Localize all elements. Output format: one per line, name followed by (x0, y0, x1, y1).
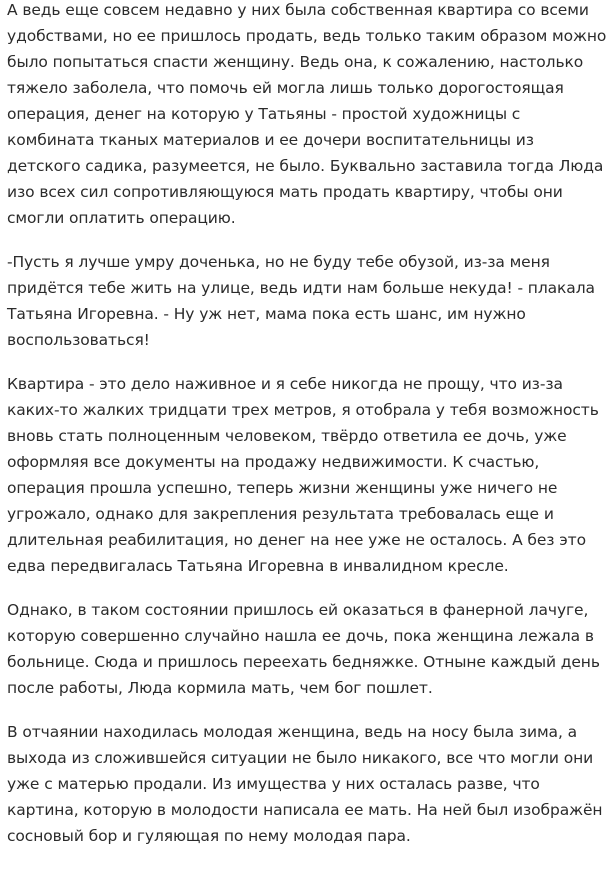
paragraph: Однако, в таком состоянии пришлось ей оказаться в фанерной лачуге, которую совершенно случайно нашла ее дочь, пока женщина лежала в больнице. Сюда и пришлось переехать бедняжке. Отныне каждый день после работы, Люда кормила мать, чем бог пошлет. (7, 601, 600, 697)
paragraph: -Пусть я лучше умру доченька, но не буду тебе обузой, из-за меня придётся тебе жить на улице, ведь идти нам больше некуда! - плакала Татьяна Игоревна. - Ну уж нет, мама пока есть шанс, им нужно воспользоваться! (7, 253, 595, 349)
paragraph: В отчаянии находилась молодая женщина, ведь на носу была зима, а выхода из сложившейся ситуации не было никакого, все что могли они уже с матерью продали. Из имущества у них осталась разве, что картина, которую в молодости написала ее мать. На ней был изображён сосновый бор и гуляющая по нему молодая пара. (7, 723, 603, 845)
paragraph: Квартира - это дело наживное и я себе никогда не прощу, что из-за каких-то жалких тридцати трех метров, я отобрала у тебя возможность вновь стать полноценным человеком, твёрдо ответила ее дочь, уже оформляя все документы на продажу недвижимости. К счастью, операция прошла успешно, теперь жизни женщины уже ничего не угрожало, однако для закрепления результата требовалась еще и длительная реабилитация, но денег на нее уже не осталось. А без это едва передвигалась Татьяна Игоревна в инвалидном кресле. (7, 375, 599, 575)
paragraph: А ведь еще совсем недавно у них была собственная квартира со всеми удобствами, но ее пришлось продать, ведь только таким образом можно было попытаться спасти женщину. Ведь она, к сожалению, настолько тяжело заболела, что помочь ей могла лишь только дорогостоящая операция, денег на которую у Татьяны - простой художницы с комбината тканых материалов и ее дочери воспитательницы из детского садика, разумеется, не было. Буквально заставила тогда Люда изо всех сил сопротивляющуюся мать продать квартиру, чтобы они смогли оплатить операцию. (7, 1, 607, 227)
